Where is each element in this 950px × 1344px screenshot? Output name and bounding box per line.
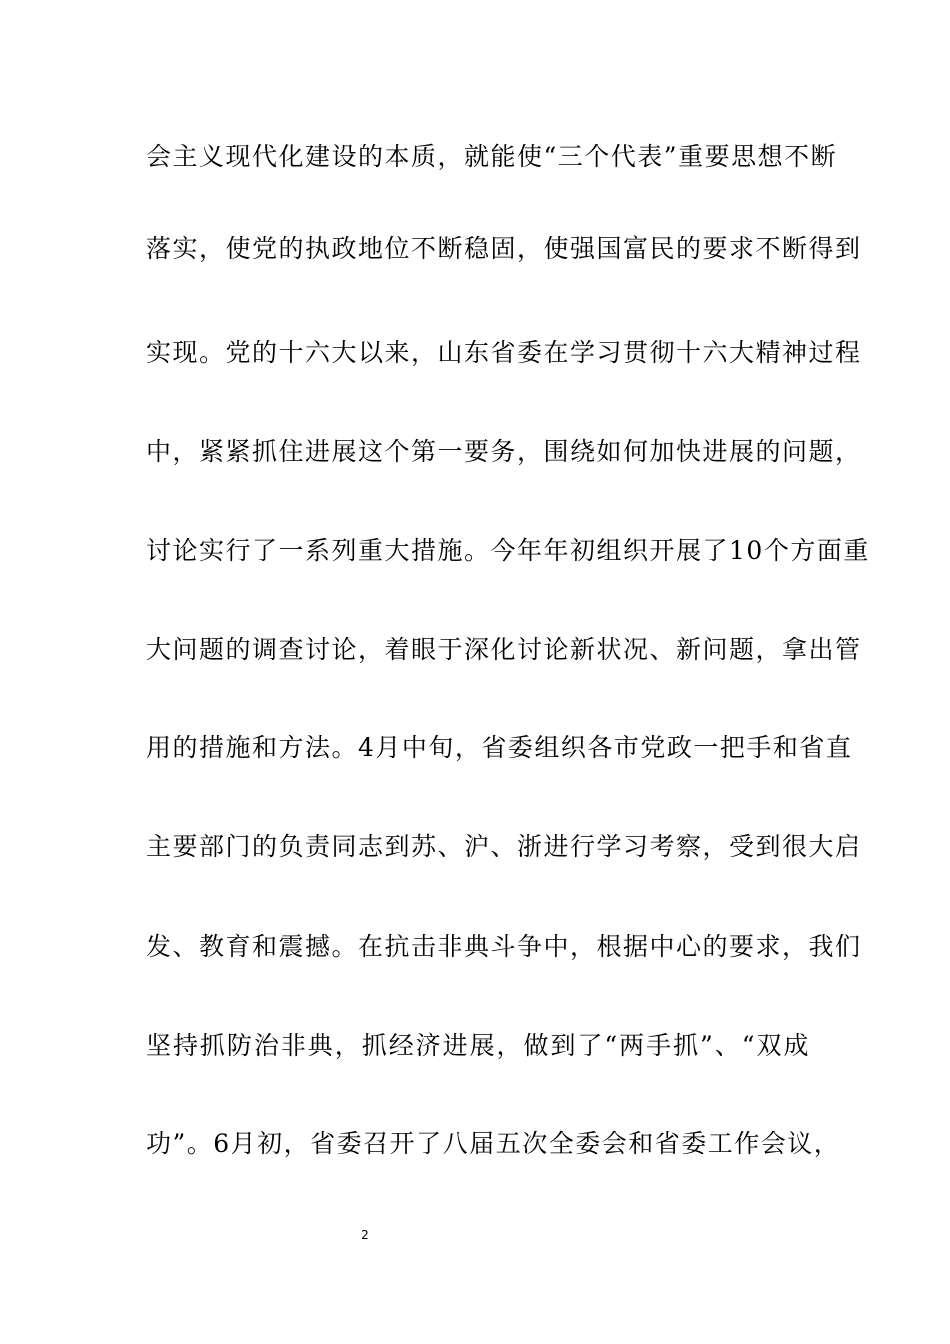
body-text-line: 讨论实行了一系列重大措施。今年年初组织开展了10个方面重 [146, 536, 870, 565]
body-text-line: 大问题的调查讨论，着眼于深化讨论新状况、新问题，拿出管 [146, 635, 862, 664]
body-text-line: 落实，使党的执政地位不断稳固，使强国富民的要求不断得到 [146, 234, 862, 263]
body-text-line: 主要部门的负责同志到苏、沪、浙进行学习考察，受到很大启 [146, 832, 862, 861]
body-text-line: 坚持抓防治非典，抓经济进展，做到了“两手抓”、“双成 [146, 1031, 810, 1060]
body-text-line: 会主义现代化建设的本质，就能使“三个代表”重要思想不断 [146, 142, 838, 171]
body-text-line: 中，紧紧抓住进展这个第一要务，围绕如何加快进展的问题， [146, 437, 862, 466]
body-text-line: 用的措施和方法。4月中旬，省委组织各市党政一把手和省直 [146, 733, 853, 762]
body-text-line: 实现。党的十六大以来，山东省委在学习贯彻十六大精神过程 [146, 338, 862, 367]
body-text-line: 发、教育和震撼。在抗击非典斗争中，根据中心的要求，我们 [146, 932, 862, 961]
page-number: 2 [361, 1228, 369, 1242]
body-text-line: 功”。6月初，省委召开了八届五次全委会和省委工作会议， [146, 1129, 841, 1158]
